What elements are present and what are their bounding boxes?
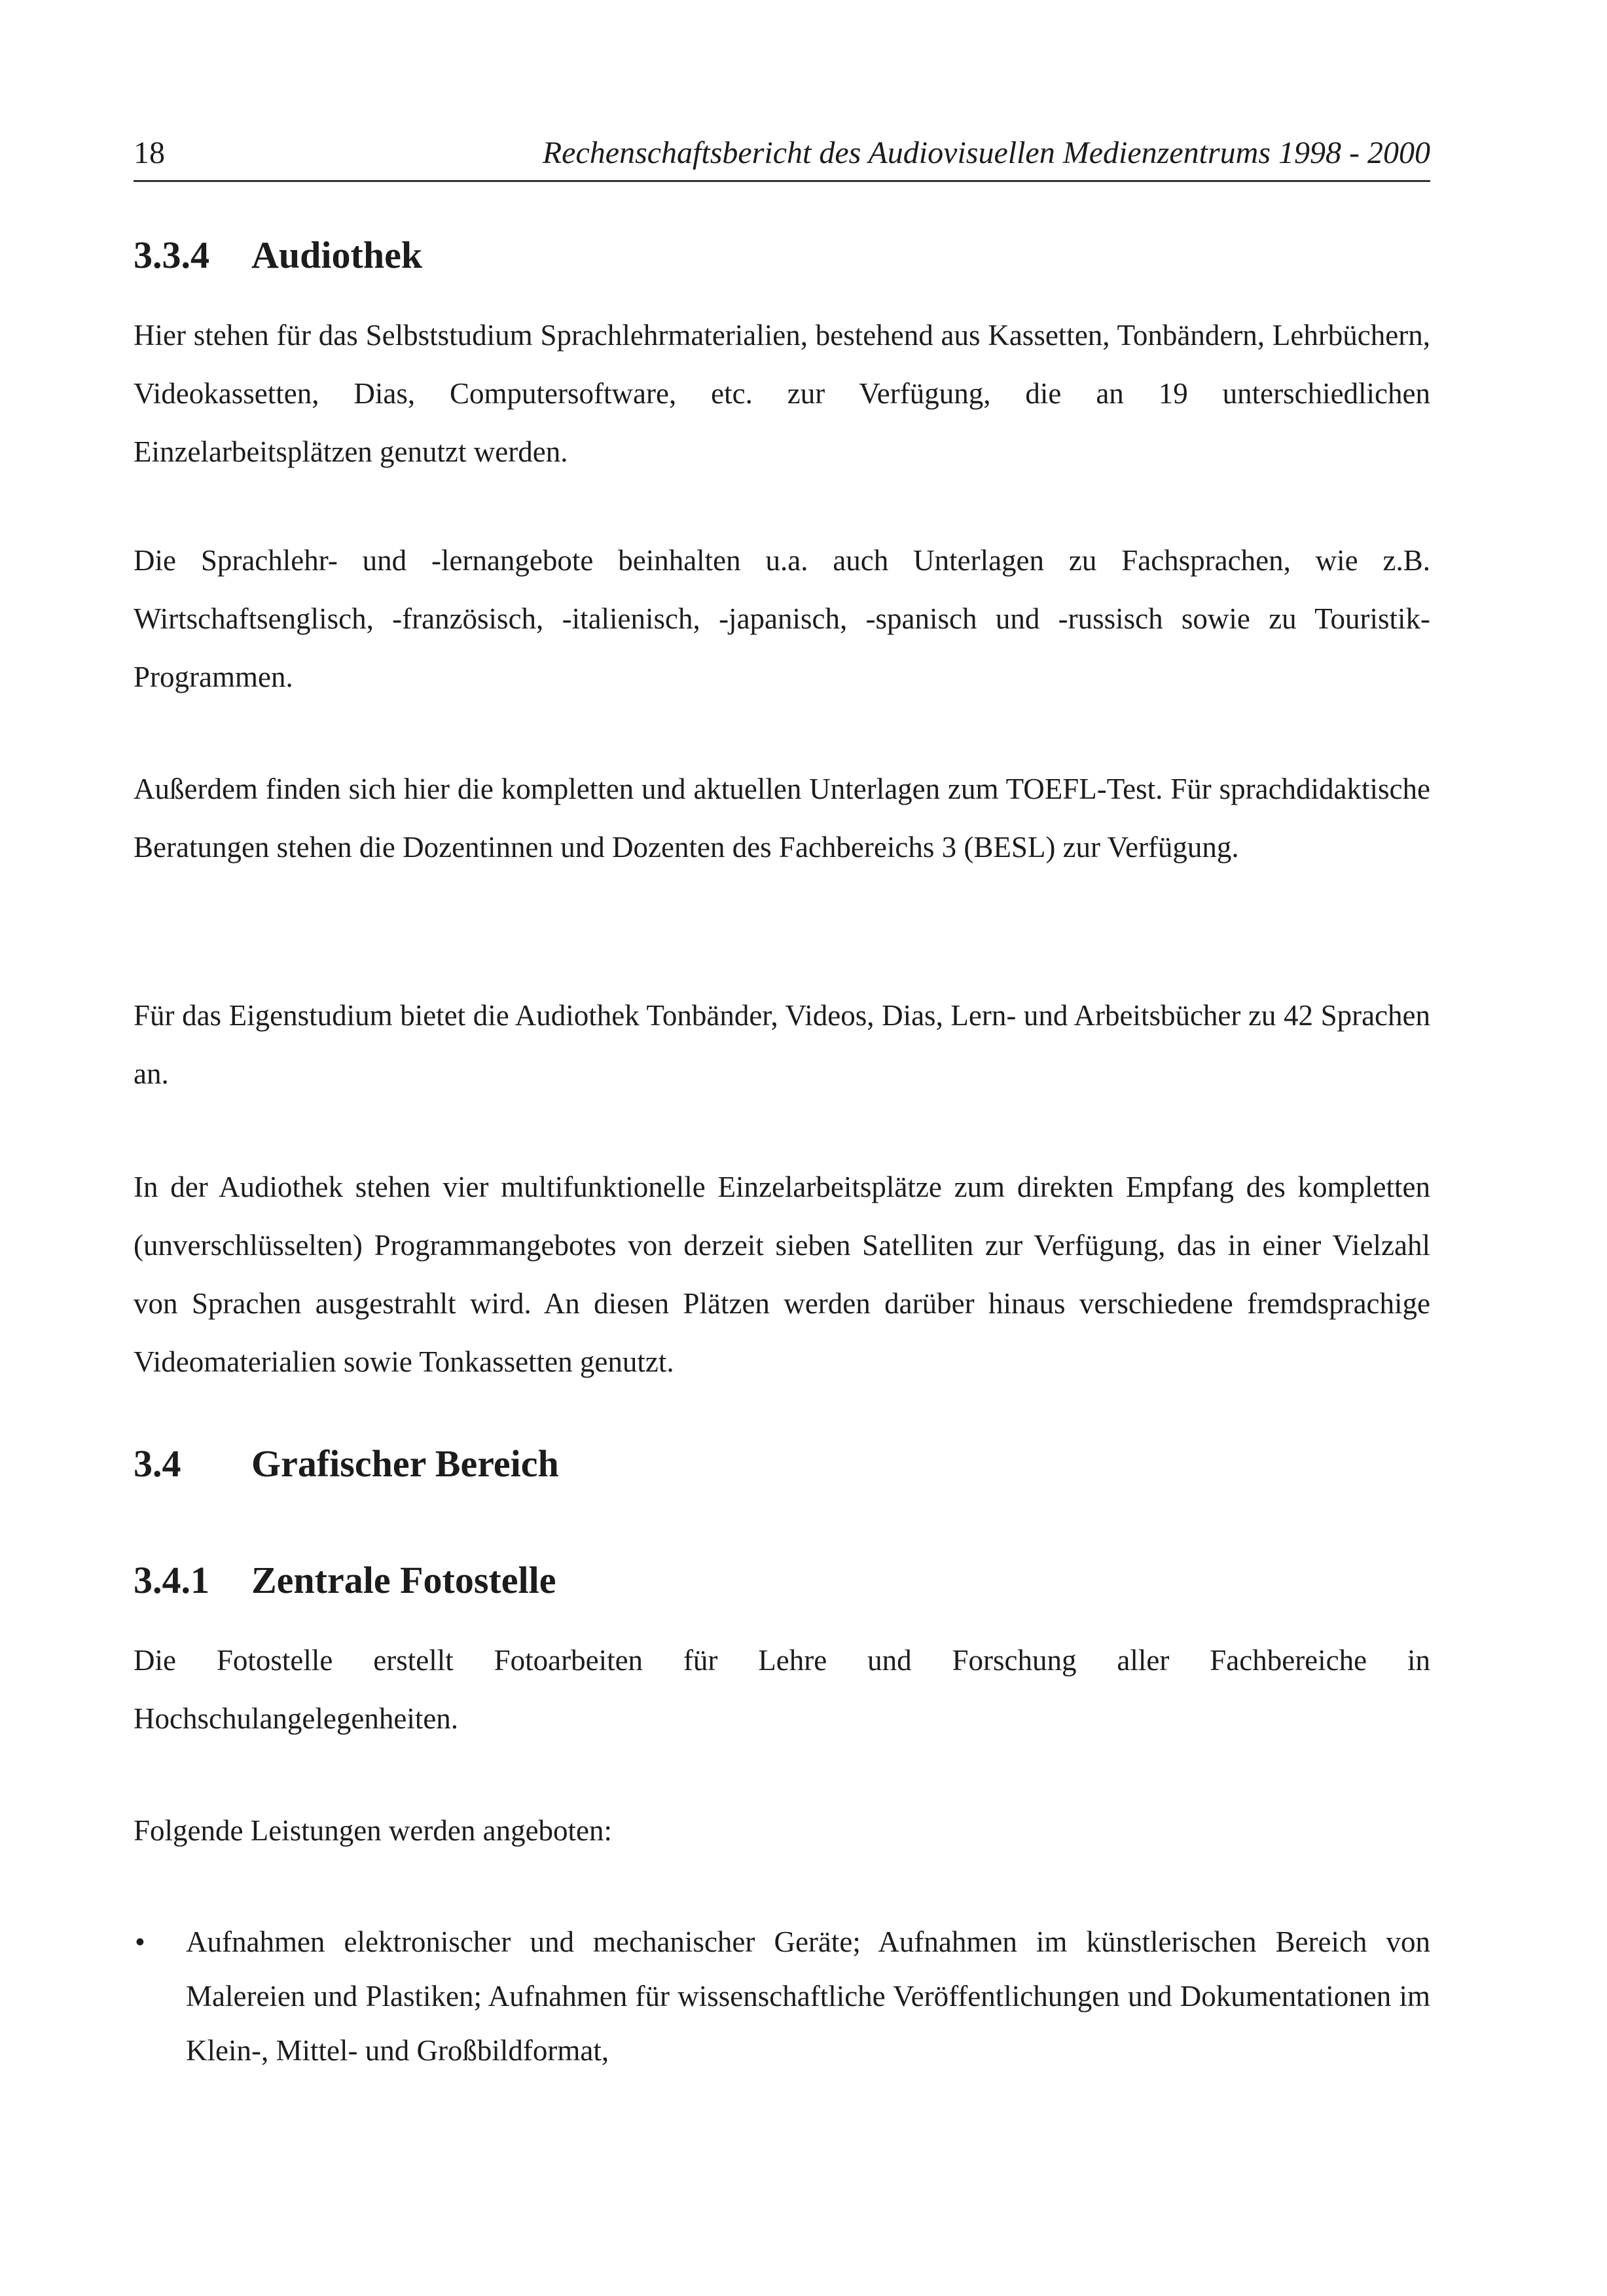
section-number: 3.3.4 <box>134 234 209 276</box>
section-heading-3-4 <box>134 1441 559 1487</box>
paragraph: Für das Eigenstudium bietet die Audiothek Tonbänder, Videos, Dias, Lern- und Arbeitsbücher zu 42 Sprachen an. <box>134 999 1430 1090</box>
paragraph: Die Sprachlehr- und -lernangebote beinhalten u.a. auch Unterlagen zu Fachsprachen, wie z.B. Wirtschaftsenglisch, -französisch, -italienisch, -japanisch, -spanisch und -russisch sowie zu Touristik-Programmen. <box>134 544 1430 693</box>
paragraph: Folgende Leistungen werden angeboten: <box>134 1814 613 1847</box>
section-heading-3-4-1 <box>134 1558 556 1603</box>
section-title: Grafischer Bereich <box>251 1442 559 1485</box>
paragraph: In der Audiothek stehen vier multifunktionelle Einzelarbeitsplätze zum direkten Empfang des kompletten (unverschlüsselten) Programmangebotes von derzeit sieben Satelliten zur Verfügung, das in einer Vielzahl von Sprachen ausgestrahlt wird. An diesen Plätzen werden darüber hinaus verschiedene fremdsprachige Videomaterialien sowie Tonkassetten genutzt. <box>134 1171 1430 1378</box>
paragraph: Die Fotostelle erstellt Fotoarbeiten für Lehre und Forschung aller Fachbereiche in Hochschulangelegenheiten. <box>134 1644 1430 1735</box>
header-rule <box>134 180 1430 182</box>
paragraph: Außerdem finden sich hier die kompletten und aktuellen Unterlagen zum TOEFL-Test. Für sprachdidaktische Beratungen stehen die Dozentinnen und Dozenten des Fachbereichs 3 (BESL) zur Verfügung. <box>134 773 1430 864</box>
bullet-list-item <box>134 1915 1430 2078</box>
bullet-text: Aufnahmen elektronischer und mechanischer Geräte; Aufnahmen im künstlerischen Bereich von Malereien und Plastiken; Aufnahmen für wissenschaftliche Veröffentlichungen und Dokumentationen im Klein-, Mittel- und Großbildformat, <box>186 1925 1430 2067</box>
bullet-icon: • <box>135 1925 145 1958</box>
section-title: Audiothek <box>251 234 423 276</box>
section-heading-3-3-4 <box>134 232 422 278</box>
page-number: 18 <box>134 136 165 170</box>
section-number: 3.4.1 <box>134 1559 209 1601</box>
section-title: Zentrale Fotostelle <box>251 1559 556 1601</box>
section-number: 3.4 <box>134 1442 181 1485</box>
paragraph: Hier stehen für das Selbststudium Sprachlehrmaterialien, bestehend aus Kassetten, Tonbändern, Lehrbüchern, Videokassetten, Dias, Computersoftware, etc. zur Verfügung, die an 19 unterschiedlichen Einzelarbeitsplätzen genutzt werden. <box>134 319 1430 468</box>
running-title: Rechenschaftsbericht des Audiovisuellen Medienzentrums 1998 - 2000 <box>542 136 1430 170</box>
